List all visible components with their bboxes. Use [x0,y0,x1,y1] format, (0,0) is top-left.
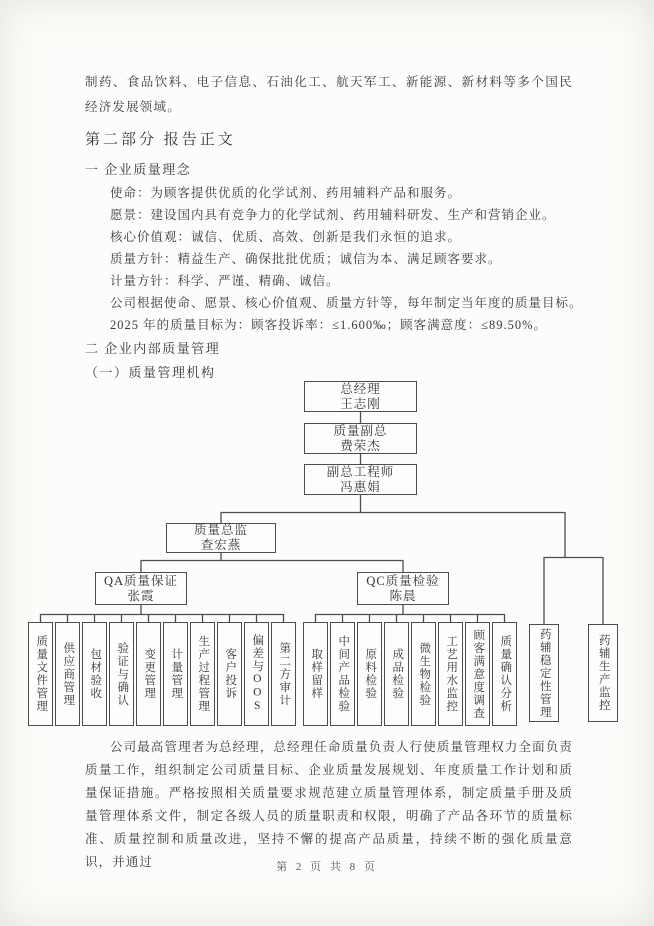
org-leaf-label: 包材验收 [89,648,102,700]
org-leaf-box [55,622,80,726]
philosophy-block [110,182,583,336]
org-box-qc [357,572,449,605]
org-leaf-label: 取样留样 [310,648,323,700]
org-box-person: 王志刚 [340,396,381,411]
org-box-general-manager [304,381,417,412]
org-box-person: 陈晨 [389,588,417,603]
org-leaf-label: 生产过程管理 [197,635,210,713]
org-leaf-label: 第二方审计 [278,641,291,707]
org-leaf-label: 客户投诉 [224,648,237,700]
org-box-person: 冯惠娟 [340,479,381,494]
org-leaf-label: 质量确认分析 [499,635,512,713]
vision-line: 愿景：建设国内具有竞争力的化学试剂、药用辅料研发、生产和营销企业。 [110,208,556,222]
intro-paragraph: 制药、食品饮料、电子信息、石油化工、航天军工、新能源、新材料等多个国民经济发展领域。 [85,75,573,114]
org-leaf-label: 中间产品检验 [337,635,350,713]
metrology-policy-line: 计量方针：科学、严谨、精确、诚信。 [110,274,340,288]
org-leaf-box [465,622,490,726]
org-leaf-box [244,622,269,726]
mission-line: 使命：为顾客提供优质的化学试剂、药用辅料产品和服务。 [110,186,462,200]
org-box-title: QA质量保证 [103,573,179,588]
core-values-line: 核心价值观：诚信、优质、高效、创新是我们永恒的追求。 [110,230,462,244]
org-box-quality-director [166,523,276,553]
org-box-title: 总经理 [340,381,381,396]
org-leaf-box-production-monitor [588,624,618,722]
part-heading: 第二部分 报告正文 [85,132,236,148]
org-box-person: 费荣杰 [340,438,381,453]
org-leaf-box [109,622,134,726]
org-box-quality-vp [304,423,417,454]
org-leaf-box [411,622,436,726]
section1-heading: 一 企业质量理念 [85,162,192,177]
org-chart [0,376,654,732]
page-number: 第 2 页 共 8 页 [276,861,378,873]
org-leaf-label: 质量文件管理 [35,635,48,713]
org-box-title: 质量副总 [333,423,388,438]
org-leaf-label: 工艺用水监控 [445,635,458,713]
org-leaf-label: 变更管理 [143,648,156,700]
org-box-person: 查宏燕 [200,538,242,552]
quality-policy-line: 质量方针：精益生产、确保批批优质；诚信为本、满足顾客要求。 [110,252,502,266]
org-leaf-label: 顾客满意度调查 [472,628,485,720]
org-leaf-box [28,622,53,726]
org-leaf-box [438,622,463,726]
org-box-title: 质量总监 [193,523,248,537]
org-leaf-label: 药辅稳定性管理 [538,627,551,719]
org-leaf-box [163,622,188,726]
org-box-deputy-chief-engineer [304,464,417,495]
org-leaf-box [136,622,161,726]
org-box-qa [95,572,187,605]
org-box-person: 张霞 [127,588,155,603]
org-leaf-label: 计量管理 [170,648,183,700]
org-leaf-label: 药辅生产监控 [597,634,610,712]
org-leaf-label: 供应商管理 [62,641,75,707]
org-leaf-box [303,622,328,726]
org-leaf-label: 原料检验 [364,648,377,700]
org-leaf-box [357,622,382,726]
org-leaf-label: 验证与确认 [116,641,129,707]
org-leaf-box [82,622,107,726]
org-leaf-box [330,622,355,726]
org-leaf-box-stability [529,624,559,722]
org-leaf-box [271,622,296,726]
section2-1-heading: （一）质量管理机构 [85,365,216,380]
org-leaf-box [492,622,517,726]
org-leaf-label: 成品检验 [391,648,404,700]
org-box-title: QC质量检验 [366,573,440,588]
org-leaf-box [190,622,215,726]
annual-goal-line: 公司根据使命、愿景、核心价值观、质量方针等，每年制定当年度的质量目标。 [110,296,583,310]
org-leaf-label: 偏差与OOS [251,634,264,714]
closing-paragraph: 公司最高管理者为总经理，总经理任命质量负责人行使质量管理权力全面负责质量工作，组织制定公司质量目标、企业质量发展规划、年度质量工作计划和质量保证措施。严格按照相关质量要求规范建立质量管理体系，制定质量手册及质量管理体系文件，制定各级人员的质量职责和权限，明确了产品各环节的质量标准、质量控制和质量改进，坚持不懈的提高产品质量，持续不断的强化质量意识，并通过 [85,740,573,869]
org-box-title: 副总工程师 [326,464,395,479]
org-leaf-box [384,622,409,726]
org-leaf-box [217,622,242,726]
section2-heading: 二 企业内部质量管理 [85,341,221,356]
org-leaf-label: 微生物检验 [418,641,431,707]
goal-2025-line: 2025 年的质量目标为：顾客投诉率：≤1.600‰；顾客满意度：≤89.50%。 [110,318,548,332]
